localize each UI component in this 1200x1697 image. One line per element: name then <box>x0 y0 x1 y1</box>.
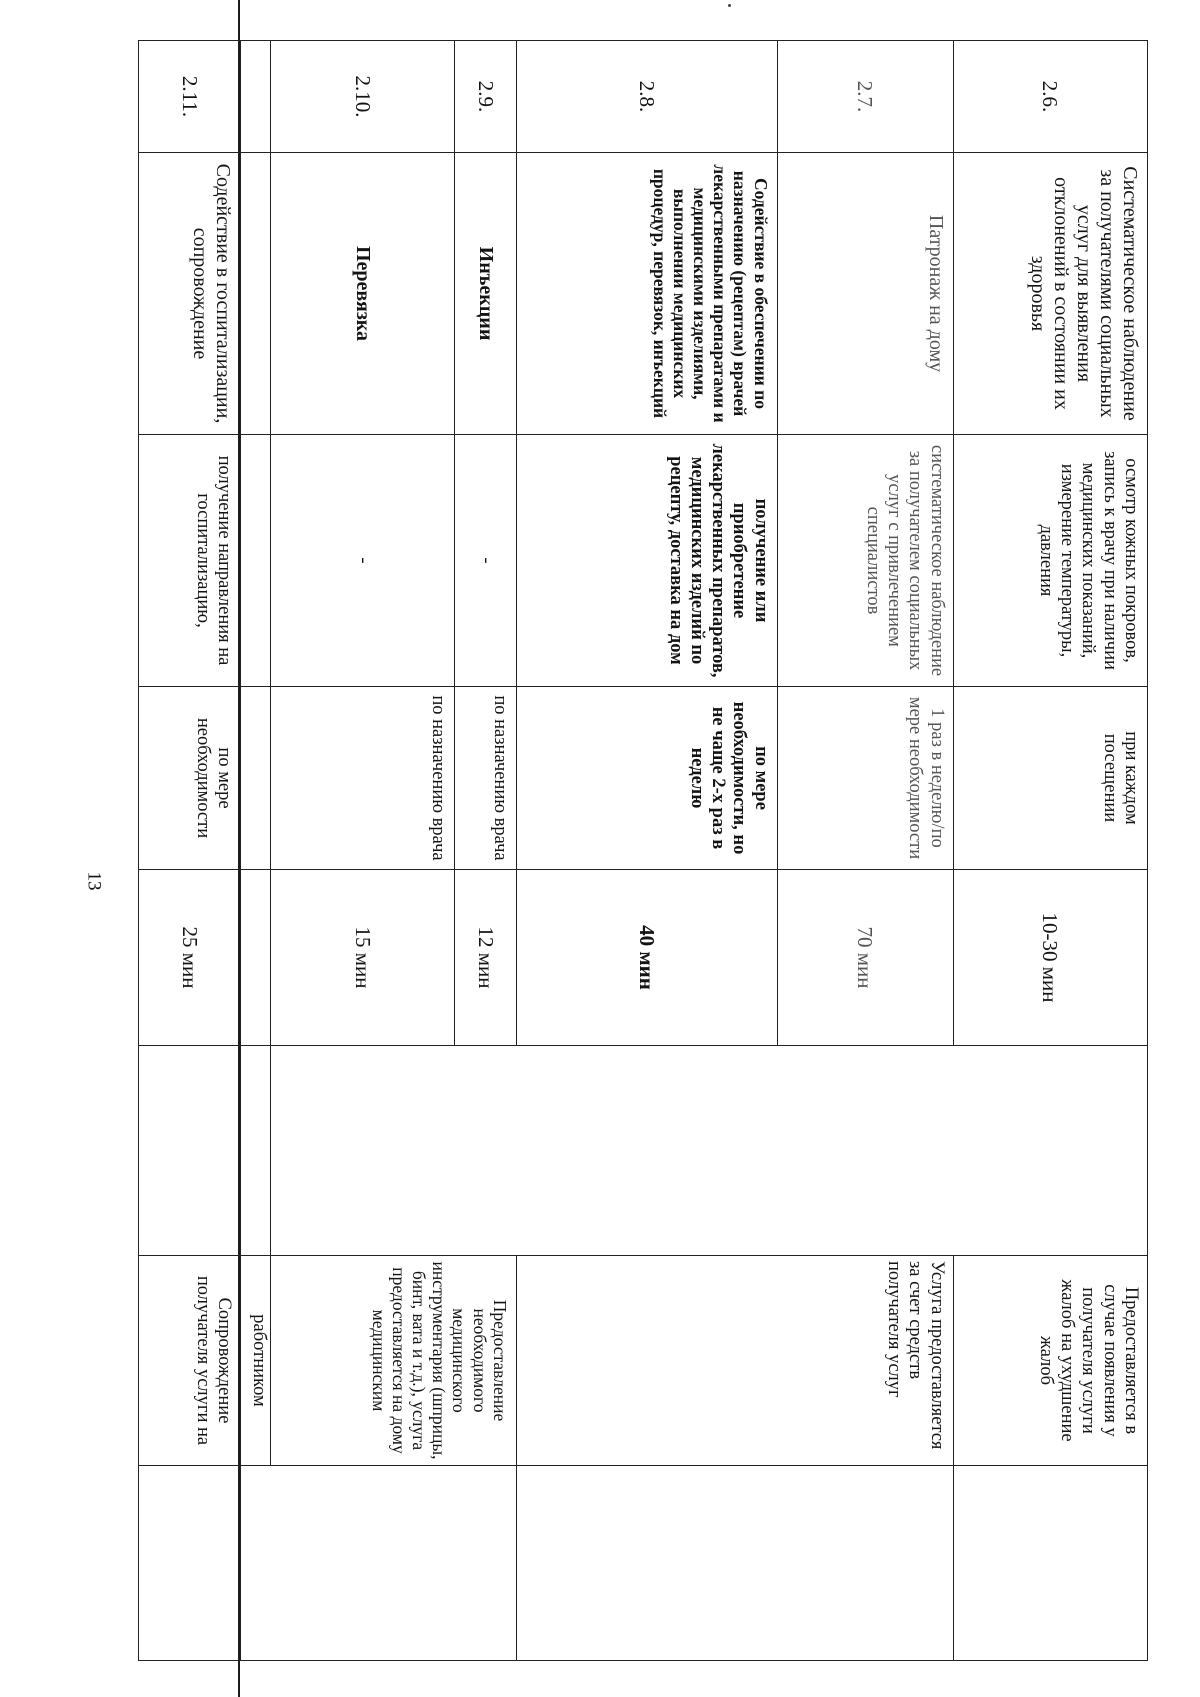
table-row <box>139 41 241 1661</box>
service-notes: Предоставление необходимого медицинского инструментария (шприцы, бинт, вата и т.д.), услуга предоставляется на дому медицинским <box>271 1256 517 1466</box>
service-notes: Предоставляется в случае появления у получателя услуги жалоб на ухудшение жалоб <box>953 1256 1147 1466</box>
service-name: Содействие в обеспечении по назначению (рецептам) врачей лекарственными препаратами и медицинскими изделиями, выполнении медицинских процедур, перевязок, инъекций <box>516 153 777 435</box>
service-name: Систематическое наблюдение за получателями социальных услуг для выявления отклонений в состоянии их здоровья <box>953 153 1147 435</box>
empty-cell <box>139 1466 241 1661</box>
service-duration: 25 мин <box>139 870 241 1046</box>
service-notes: Сопровождение получателя услуги на <box>139 1256 241 1466</box>
service-content: систематическое наблюдение за получателем социальных услуг с привлечением специалистов <box>777 435 953 687</box>
row-number: 2.9. <box>455 41 516 153</box>
service-content: - <box>271 435 455 687</box>
table-row <box>953 41 1147 1661</box>
empty-cell <box>953 1466 1147 1661</box>
service-name: Инъекции <box>455 153 516 435</box>
service-content: осмотр кожных покровов, запись к врачу при наличии медицинских показаний, измерение температуры, давления <box>953 435 1147 687</box>
rotated-table-wrapper <box>138 40 1148 1660</box>
row-number: 2.7. <box>777 41 953 153</box>
empty-cell <box>241 1466 516 1661</box>
row-number: 2.11. <box>139 41 241 153</box>
row-number: 2.8. <box>516 41 777 153</box>
empty-cell <box>241 1046 271 1256</box>
scan-dot <box>728 4 731 7</box>
service-notes: Услуга предоставляется за счет средств получателя услуг <box>516 1256 953 1466</box>
service-frequency: по мере необходимости <box>139 687 241 870</box>
service-name: Патронаж на дому <box>777 153 953 435</box>
service-name: Перевязка <box>271 153 455 435</box>
empty-cell <box>241 687 271 870</box>
service-content: получение или приобретение лекарственных препаратов, медицинских изделий по рецепту, доставка на дом <box>516 435 777 687</box>
table-row <box>455 41 516 1661</box>
service-notes: работником <box>241 1256 271 1466</box>
service-frequency: по мере необходимости, но не чаще 2-х раз в неделю <box>516 687 777 870</box>
table-row <box>777 41 953 1661</box>
service-criteria <box>139 1046 241 1256</box>
service-frequency: по назначению врача <box>455 687 516 870</box>
empty-cell <box>516 1466 953 1661</box>
empty-cell <box>241 435 271 687</box>
service-duration: 10-30 мин <box>953 870 1147 1046</box>
empty-cell <box>241 153 271 435</box>
service-duration: 12 мин <box>455 870 516 1046</box>
service-duration: 70 мин <box>777 870 953 1046</box>
row-number: 2.10. <box>271 41 455 153</box>
service-content: получение направления на госпитализацию, <box>139 435 241 687</box>
service-duration: 15 мин <box>271 870 455 1046</box>
service-content: - <box>455 435 516 687</box>
empty-cell <box>241 870 271 1046</box>
service-frequency: по назначению врача <box>271 687 455 870</box>
service-criteria <box>271 1046 1148 1256</box>
service-frequency: при каждом посещении <box>953 687 1147 870</box>
row-number: 2.6. <box>953 41 1147 153</box>
page-number: 13 <box>83 871 105 891</box>
service-frequency: 1 раз в неделю/по мере необходимости <box>777 687 953 870</box>
row-number <box>241 41 271 153</box>
service-name: Содействие в госпитализации, сопровождение <box>139 153 241 435</box>
service-duration: 40 мин <box>516 870 777 1046</box>
services-table <box>138 40 1148 1661</box>
table-row <box>241 41 271 1661</box>
